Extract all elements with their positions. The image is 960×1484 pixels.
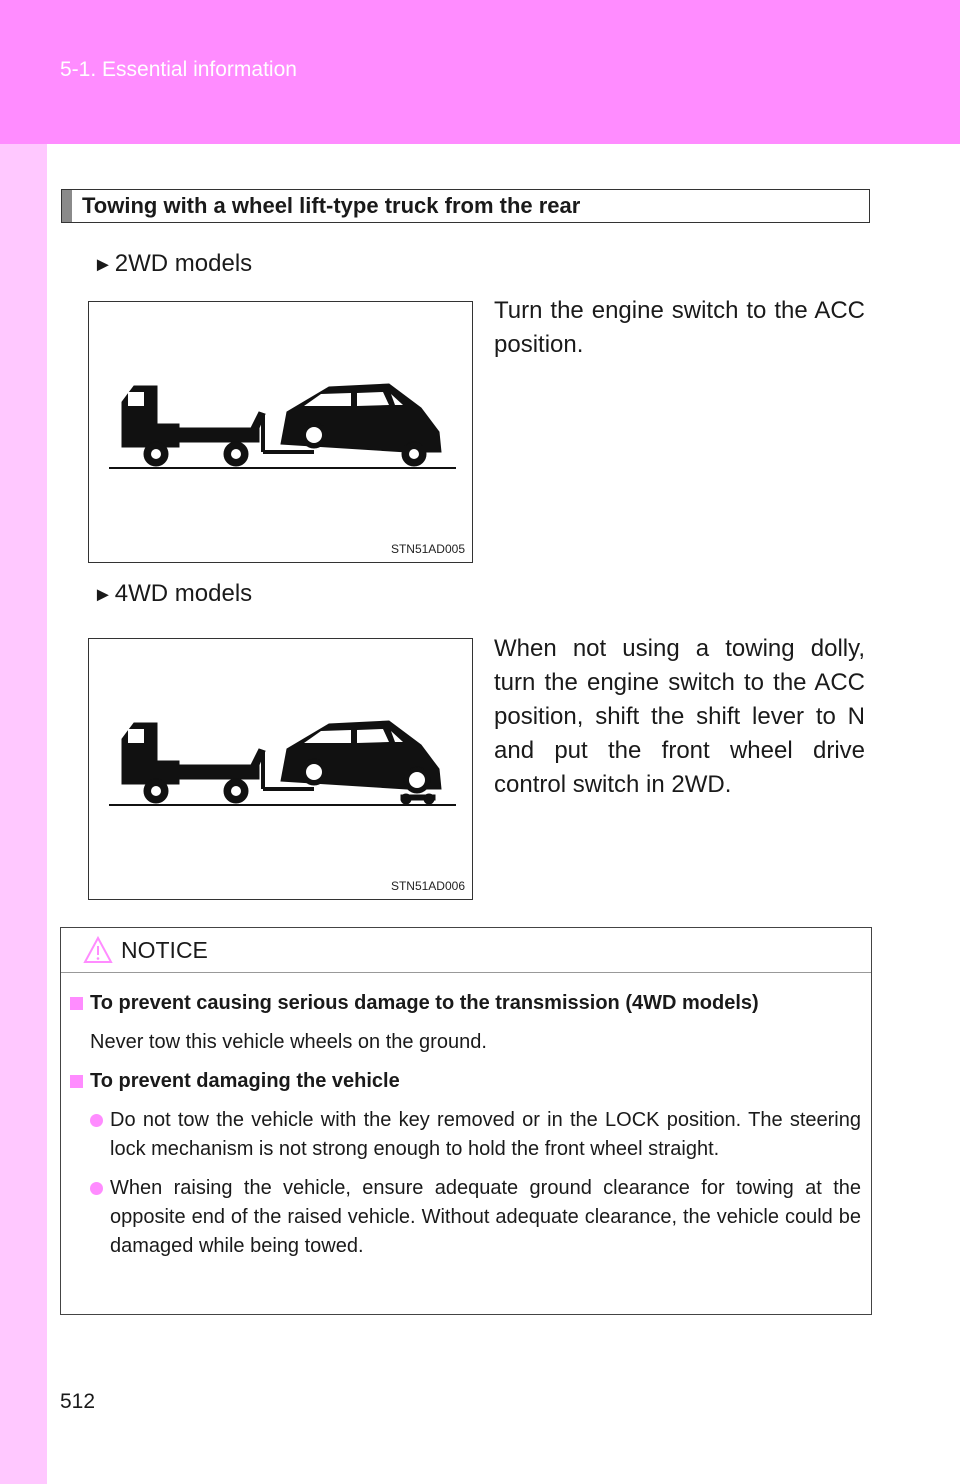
tow-truck-2wd-illustration	[89, 302, 474, 564]
figure-code: STN51AD006	[390, 879, 465, 893]
tow-truck-4wd-illustration	[89, 639, 474, 901]
notice-heading-damage	[70, 1067, 861, 1096]
notice-body	[61, 973, 871, 1261]
notice-text: Never tow this vehicle wheels on the ground.	[90, 1031, 487, 1053]
figure-2wd	[88, 301, 473, 563]
notice-bullet-text: When raising the vehicle, ensure adequate ground clearance for towing at the opposite end of the raised vehicle. Without adequate clearance, the vehicle could be damaged while being towed.	[110, 1177, 861, 1257]
notice-heading-transmission	[70, 989, 861, 1018]
section-heading	[61, 189, 870, 223]
circle-bullet-icon	[90, 1182, 103, 1195]
section-label: 5-1. Essential information	[60, 58, 297, 81]
notice-title: NOTICE	[121, 936, 208, 963]
notice-bullet-text: Do not tow the vehicle with the key removed or in the LOCK position. The steering lock mechanism is not strong enough to hold the front wheel straight.	[110, 1109, 861, 1160]
model-label-text: 2WD models	[114, 250, 253, 277]
heading-text: Towing with a wheel lift-type truck from the rear	[82, 193, 581, 218]
square-bullet-icon	[70, 997, 83, 1010]
description-2wd: Turn the engine switch to the ACC position.	[494, 297, 865, 358]
triangle-bullet-icon: ►	[93, 584, 113, 606]
notice-box	[60, 927, 872, 1315]
notice-heading-text: To prevent damaging the vehicle	[90, 1070, 400, 1092]
page-number: 512	[60, 1390, 96, 1413]
square-bullet-icon	[70, 1075, 83, 1088]
side-strip	[0, 144, 47, 1484]
triangle-bullet-icon: ►	[93, 254, 113, 276]
description-4wd: When not using a towing dolly, turn the engine switch to the ACC position, shift the shift lever to N and put the front wheel drive control switch in 2WD.	[494, 635, 865, 798]
circle-bullet-icon	[90, 1114, 103, 1127]
figure-code: STN51AD005	[390, 542, 465, 556]
notice-bullet	[90, 1174, 861, 1261]
figure-4wd	[88, 638, 473, 900]
model-label-text: 4WD models	[114, 580, 253, 607]
heading-bar	[62, 190, 72, 222]
notice-bullet	[90, 1106, 861, 1164]
model-label-2wd	[93, 250, 252, 278]
notice-header	[61, 928, 871, 973]
warning-triangle-icon	[83, 936, 113, 964]
notice-heading-text: To prevent causing serious damage to the transmission (4WD models)	[90, 992, 759, 1014]
model-label-4wd	[93, 580, 252, 608]
